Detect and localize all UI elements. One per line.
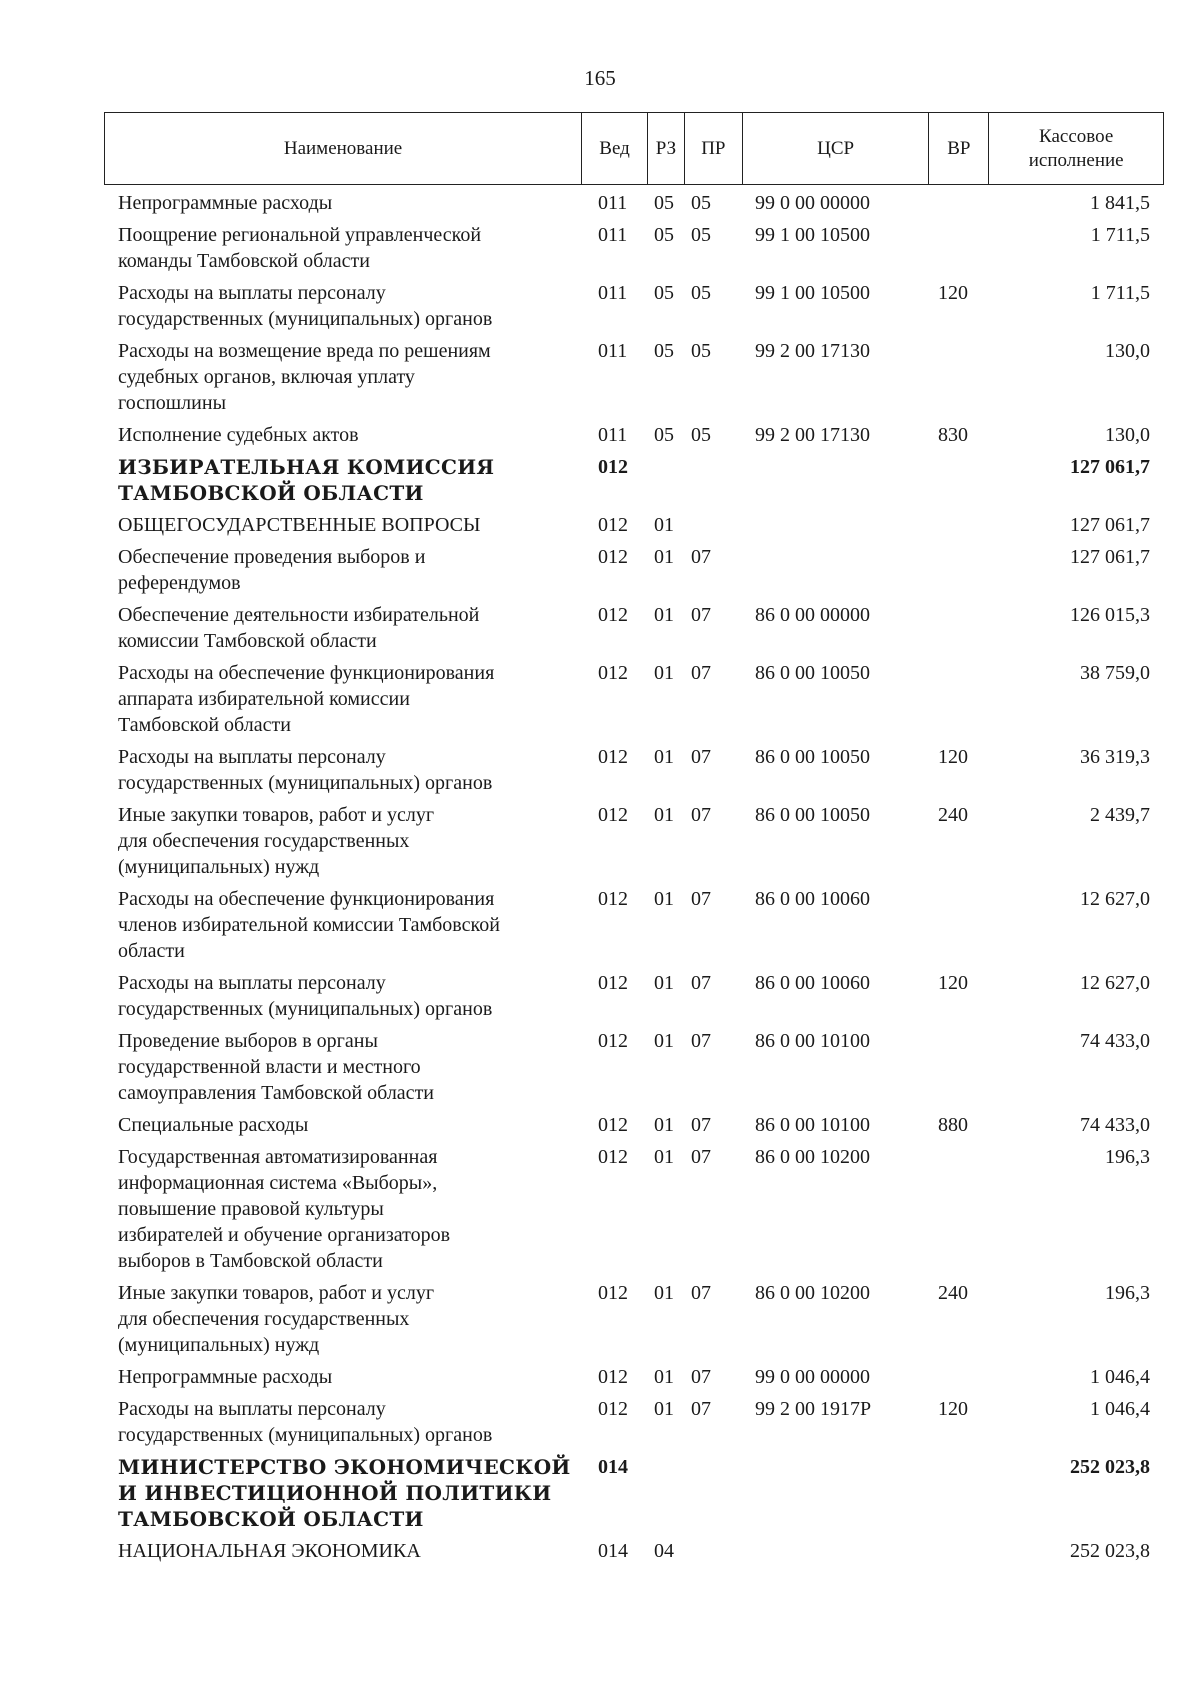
row-ved: 012 xyxy=(598,456,628,478)
row-ved: 012 xyxy=(598,1366,628,1388)
row-csr: 99 1 00 10500 xyxy=(755,224,870,246)
header-sum: Кассовое исполнение xyxy=(1028,125,1124,171)
table-row xyxy=(104,280,1164,332)
row-name: Обеспечение проведения выборов и референдумов xyxy=(118,546,426,594)
table-row xyxy=(104,222,1164,274)
header-csr: ЦСР xyxy=(743,113,930,184)
row-csr: 99 1 00 10500 xyxy=(755,282,870,304)
row-ved: 012 xyxy=(598,662,628,684)
row-csr: 99 2 00 17130 xyxy=(755,340,870,362)
row-pr: 07 xyxy=(691,746,711,768)
row-ved: 011 xyxy=(598,282,628,304)
row-pr: 05 xyxy=(691,340,711,362)
row-ved: 014 xyxy=(598,1540,628,1562)
row-rz: 01 xyxy=(654,1398,674,1420)
row-csr: 99 2 00 17130 xyxy=(755,424,870,446)
row-csr: 99 0 00 00000 xyxy=(755,192,870,214)
table-row xyxy=(104,970,1164,1022)
header-ved: Вед xyxy=(582,113,648,184)
row-pr: 07 xyxy=(691,1030,711,1052)
row-sum: 1 046,4 xyxy=(1090,1398,1150,1420)
table-row xyxy=(104,454,1164,506)
table-row xyxy=(104,1538,1164,1564)
row-rz: 01 xyxy=(654,1282,674,1304)
row-name: ИЗБИРАТЕЛЬНАЯ КОМИССИЯ ТАМБОВСКОЙ ОБЛАСТИ xyxy=(118,455,495,505)
row-name: НАЦИОНАЛЬНАЯ ЭКОНОМИКА xyxy=(118,1540,421,1562)
table-row xyxy=(104,512,1164,538)
row-pr: 07 xyxy=(691,804,711,826)
row-rz: 01 xyxy=(654,1030,674,1052)
row-rz: 01 xyxy=(654,1114,674,1136)
row-sum: 130,0 xyxy=(1105,340,1150,362)
row-ved: 012 xyxy=(598,546,628,568)
row-sum: 127 061,7 xyxy=(1070,546,1150,568)
row-sum: 1 046,4 xyxy=(1090,1366,1150,1388)
row-sum: 74 433,0 xyxy=(1080,1114,1150,1136)
row-ved: 011 xyxy=(598,192,628,214)
row-sum: 1 711,5 xyxy=(1090,224,1150,246)
table-row xyxy=(104,544,1164,596)
row-pr: 05 xyxy=(691,192,711,214)
row-ved: 012 xyxy=(598,1146,628,1168)
row-name: Расходы на обеспечение функционирования аппарата избирательной комиссии Тамбовской области xyxy=(118,662,495,736)
row-rz: 01 xyxy=(654,746,674,768)
table-row xyxy=(104,660,1164,738)
row-sum: 130,0 xyxy=(1105,424,1150,446)
row-rz: 01 xyxy=(654,888,674,910)
table-row xyxy=(104,602,1164,654)
row-csr: 86 0 00 10200 xyxy=(755,1282,870,1304)
row-ved: 012 xyxy=(598,514,628,536)
row-name: Специальные расходы xyxy=(118,1114,309,1136)
row-rz: 01 xyxy=(654,804,674,826)
row-csr: 86 0 00 10060 xyxy=(755,888,870,910)
row-name: Обеспечение деятельности избирательной комиссии Тамбовской области xyxy=(118,604,480,652)
table-row xyxy=(104,1144,1164,1274)
table-row xyxy=(104,190,1164,216)
row-pr: 05 xyxy=(691,424,711,446)
row-ved: 012 xyxy=(598,1030,628,1052)
row-name: МИНИСТЕРСТВО ЭКОНОМИЧЕСКОЙ И ИНВЕСТИЦИОННОЙ ПОЛИТИКИ ТАМБОВСКОЙ ОБЛАСТИ xyxy=(118,1455,571,1531)
row-vr: 120 xyxy=(938,282,968,304)
row-sum: 1 841,5 xyxy=(1090,192,1150,214)
row-rz: 05 xyxy=(654,282,674,304)
row-rz: 05 xyxy=(654,424,674,446)
row-ved: 012 xyxy=(598,1398,628,1420)
row-csr: 86 0 00 10100 xyxy=(755,1114,870,1136)
row-pr: 05 xyxy=(691,224,711,246)
row-pr: 07 xyxy=(691,604,711,626)
row-rz: 01 xyxy=(654,546,674,568)
row-name: Расходы на возмещение вреда по решениям судебных органов, включая уплату госпошлины xyxy=(118,340,491,414)
row-pr: 07 xyxy=(691,888,711,910)
row-sum: 127 061,7 xyxy=(1070,456,1150,478)
row-name: Поощрение региональной управленческой команды Тамбовской области xyxy=(118,224,482,272)
row-sum: 252 023,8 xyxy=(1070,1540,1150,1562)
row-ved: 012 xyxy=(598,1282,628,1304)
row-rz: 04 xyxy=(654,1540,674,1562)
row-name: Расходы на выплаты персоналу государственных (муниципальных) органов xyxy=(118,1398,493,1446)
row-pr: 07 xyxy=(691,1114,711,1136)
row-pr: 05 xyxy=(691,282,711,304)
row-ved: 012 xyxy=(598,804,628,826)
row-pr: 07 xyxy=(691,1282,711,1304)
row-ved: 014 xyxy=(598,1456,628,1478)
row-ved: 012 xyxy=(598,604,628,626)
row-name: Иные закупки товаров, работ и услуг для обеспечения государственных (муниципальных) нужд xyxy=(118,804,435,878)
header-vr: ВР xyxy=(929,113,989,184)
row-name: Исполнение судебных актов xyxy=(118,424,359,446)
page-number: 165 xyxy=(584,66,616,90)
row-rz: 05 xyxy=(654,192,674,214)
row-vr: 830 xyxy=(938,424,968,446)
row-sum: 196,3 xyxy=(1105,1282,1150,1304)
row-pr: 07 xyxy=(691,546,711,568)
row-rz: 05 xyxy=(654,340,674,362)
row-pr: 07 xyxy=(691,1366,711,1388)
row-sum: 38 759,0 xyxy=(1080,662,1150,684)
row-csr: 99 0 00 00000 xyxy=(755,1366,870,1388)
row-csr: 86 0 00 10200 xyxy=(755,1146,870,1168)
row-csr: 86 0 00 10050 xyxy=(755,662,870,684)
row-ved: 012 xyxy=(598,1114,628,1136)
row-rz: 01 xyxy=(654,1366,674,1388)
row-vr: 240 xyxy=(938,1282,968,1304)
row-csr: 86 0 00 10050 xyxy=(755,746,870,768)
header-rz: РЗ xyxy=(648,113,685,184)
row-vr: 120 xyxy=(938,746,968,768)
row-csr: 86 0 00 10100 xyxy=(755,1030,870,1052)
row-pr: 07 xyxy=(691,662,711,684)
table-header xyxy=(104,112,1164,185)
row-sum: 36 319,3 xyxy=(1080,746,1150,768)
row-sum: 127 061,7 xyxy=(1070,514,1150,536)
row-sum: 2 439,7 xyxy=(1090,804,1150,826)
row-vr: 120 xyxy=(938,1398,968,1420)
row-ved: 011 xyxy=(598,224,628,246)
header-name: Наименование xyxy=(105,113,582,184)
row-name: Проведение выборов в органы государственной власти и местного самоуправления Тамбовской области xyxy=(118,1030,435,1104)
table-row xyxy=(104,1396,1164,1448)
table-row xyxy=(104,1112,1164,1138)
row-csr: 99 2 00 1917Р xyxy=(755,1398,872,1420)
header-pr: ПР xyxy=(685,113,743,184)
row-sum: 12 627,0 xyxy=(1080,972,1150,994)
row-rz: 01 xyxy=(654,662,674,684)
row-pr: 07 xyxy=(691,1398,711,1420)
table-row xyxy=(104,1454,1164,1532)
row-csr: 86 0 00 10060 xyxy=(755,972,870,994)
table-row xyxy=(104,886,1164,964)
table-row xyxy=(104,338,1164,416)
row-sum: 126 015,3 xyxy=(1070,604,1150,626)
row-rz: 01 xyxy=(654,1146,674,1168)
row-sum: 74 433,0 xyxy=(1080,1030,1150,1052)
row-name: Государственная автоматизированная информационная система «Выборы», повышение правовой культуры избирателей и обучение организаторов выборов в Тамбовской области xyxy=(118,1146,451,1272)
table-row xyxy=(104,1280,1164,1358)
row-pr: 07 xyxy=(691,972,711,994)
row-ved: 012 xyxy=(598,746,628,768)
table-row xyxy=(104,422,1164,448)
row-sum: 1 711,5 xyxy=(1090,282,1150,304)
table-row xyxy=(104,744,1164,796)
row-name: Расходы на обеспечение функционирования членов избирательной комиссии Тамбовской области xyxy=(118,888,500,962)
row-ved: 011 xyxy=(598,340,628,362)
row-csr: 86 0 00 10050 xyxy=(755,804,870,826)
row-rz: 01 xyxy=(654,514,674,536)
row-name: Расходы на выплаты персоналу государственных (муниципальных) органов xyxy=(118,972,493,1020)
row-sum: 252 023,8 xyxy=(1070,1456,1150,1478)
row-pr: 07 xyxy=(691,1146,711,1168)
row-ved: 012 xyxy=(598,888,628,910)
row-rz: 01 xyxy=(654,604,674,626)
row-rz: 01 xyxy=(654,972,674,994)
table-body xyxy=(104,190,1164,1570)
row-name: ОБЩЕГОСУДАРСТВЕННЫЕ ВОПРОСЫ xyxy=(118,514,481,536)
row-ved: 011 xyxy=(598,424,628,446)
row-vr: 880 xyxy=(938,1114,968,1136)
table-row xyxy=(104,802,1164,880)
row-vr: 120 xyxy=(938,972,968,994)
row-vr: 240 xyxy=(938,804,968,826)
row-rz: 05 xyxy=(654,224,674,246)
row-name: Иные закупки товаров, работ и услуг для обеспечения государственных (муниципальных) нужд xyxy=(118,1282,435,1356)
table-row xyxy=(104,1364,1164,1390)
table-row xyxy=(104,1028,1164,1106)
row-name: Расходы на выплаты персоналу государственных (муниципальных) органов xyxy=(118,746,493,794)
row-sum: 12 627,0 xyxy=(1080,888,1150,910)
row-name: Непрограммные расходы xyxy=(118,192,333,214)
row-ved: 012 xyxy=(598,972,628,994)
row-sum: 196,3 xyxy=(1105,1146,1150,1168)
row-name: Расходы на выплаты персоналу государственных (муниципальных) органов xyxy=(118,282,493,330)
row-name: Непрограммные расходы xyxy=(118,1366,333,1388)
row-csr: 86 0 00 00000 xyxy=(755,604,870,626)
